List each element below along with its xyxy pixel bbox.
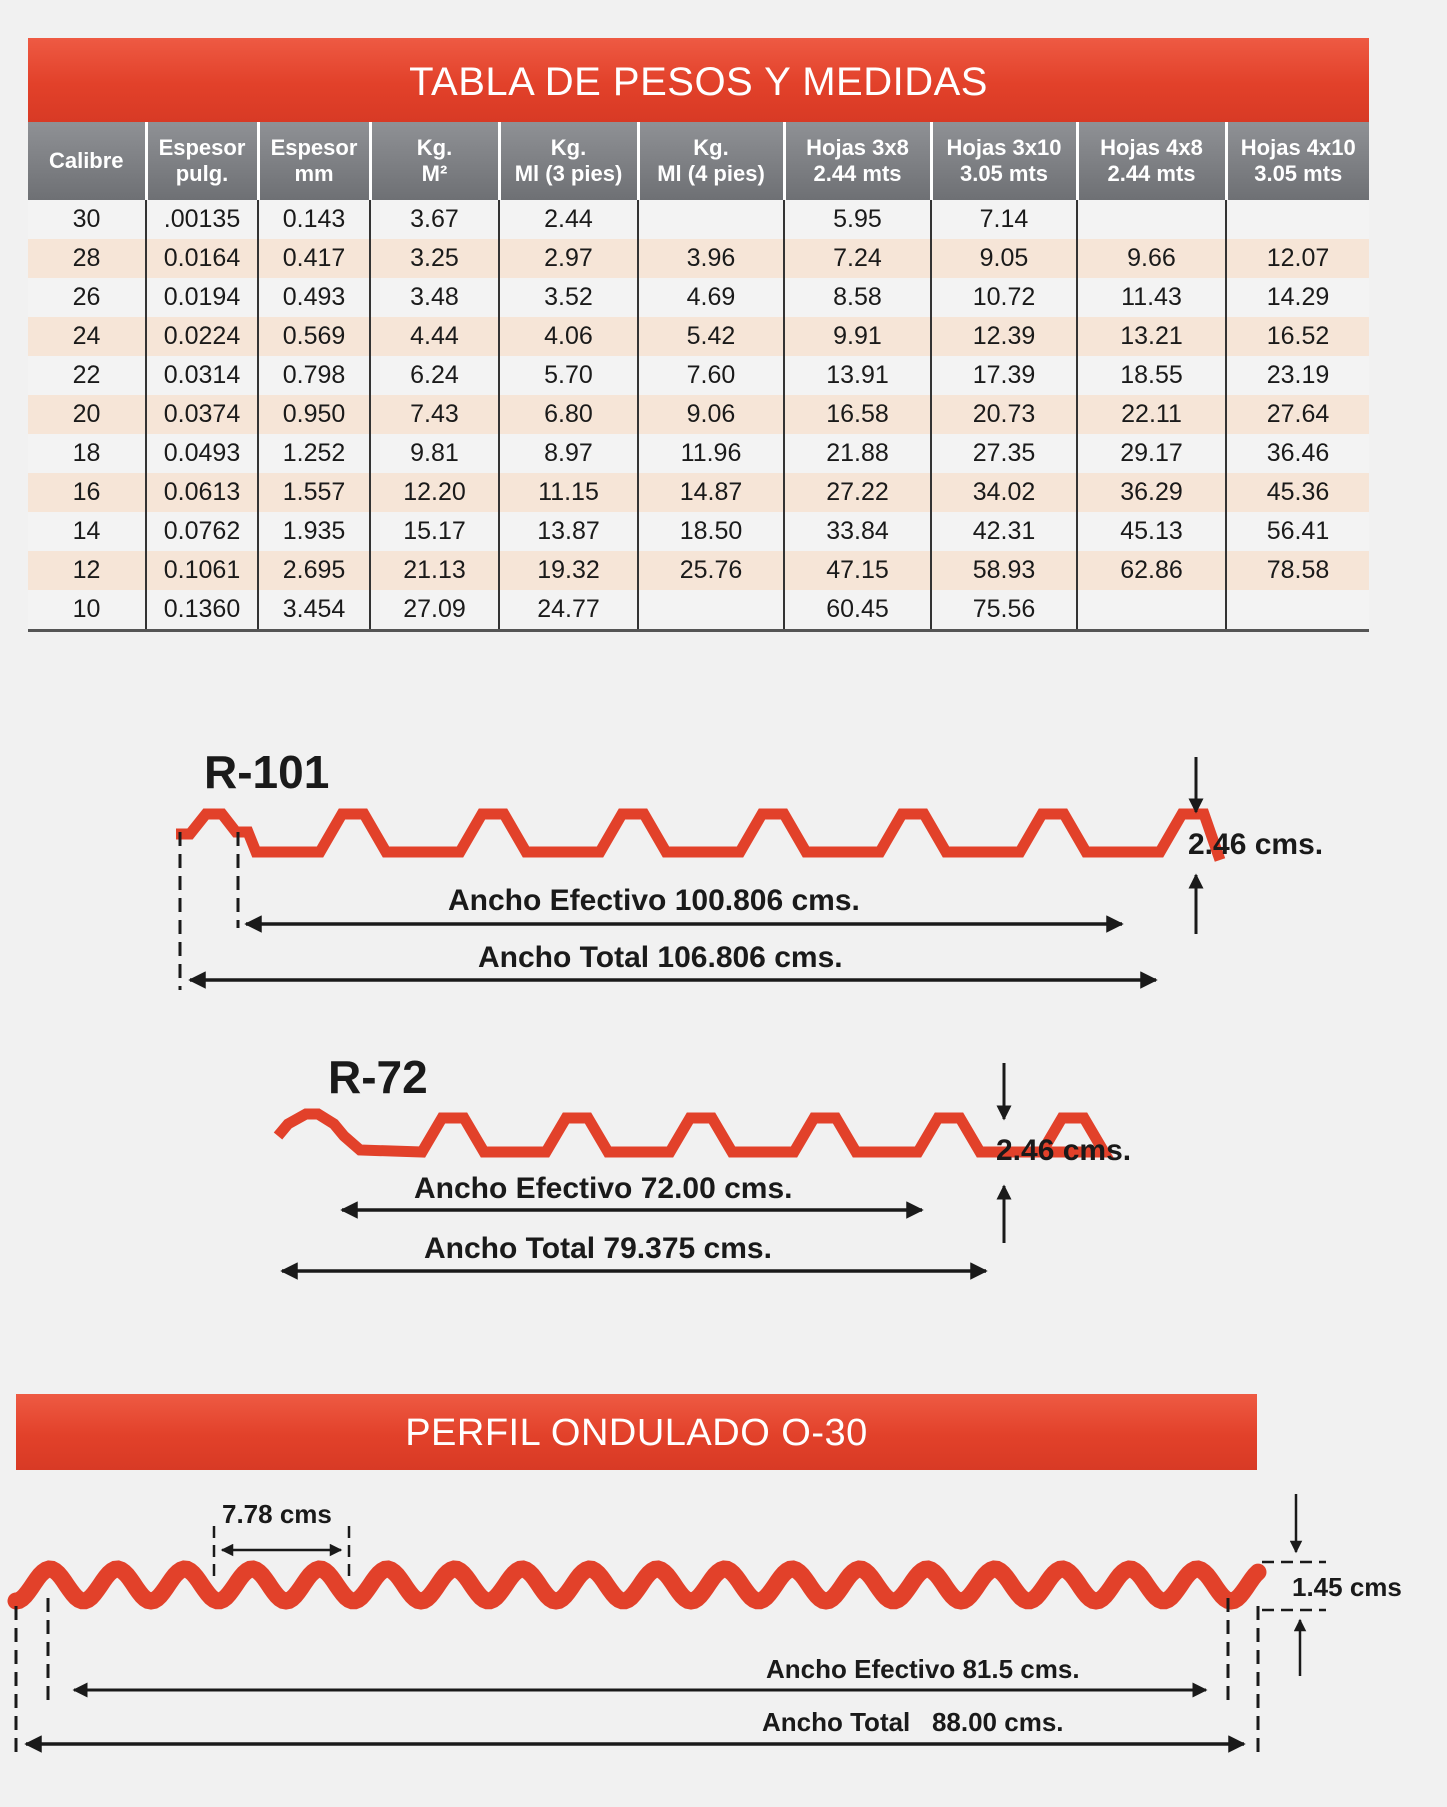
table-cell: 1.557 — [258, 473, 370, 512]
table-cell: 2.97 — [499, 239, 638, 278]
table-cell: 0.1360 — [146, 590, 258, 631]
column-header: Hojas 3x10 3.05 mts — [931, 122, 1077, 200]
table-cell: 15.17 — [370, 512, 499, 551]
table-cell: 9.05 — [931, 239, 1077, 278]
table-cell: 20.73 — [931, 395, 1077, 434]
o30-title-banner: PERFIL ONDULADO O-30 — [16, 1394, 1257, 1470]
table-cell: 62.86 — [1077, 551, 1226, 590]
table-cell: 9.66 — [1077, 239, 1226, 278]
table-cell: 0.0194 — [146, 278, 258, 317]
table-cell: 13.87 — [499, 512, 638, 551]
table-cell: 6.80 — [499, 395, 638, 434]
r72-height-label: 2.46 cms. — [996, 1134, 1132, 1167]
table-cell: 6.24 — [370, 356, 499, 395]
table-cell: 11.15 — [499, 473, 638, 512]
r72-profile-shape — [278, 1114, 1104, 1152]
r101-height-label: 2.46 cms. — [1188, 828, 1324, 861]
table-cell: 26 — [28, 278, 146, 317]
table-cell: 45.13 — [1077, 512, 1226, 551]
table-cell: 58.93 — [931, 551, 1077, 590]
table-cell: 21.88 — [784, 434, 931, 473]
o30-effective-width-label: Ancho Efectivo 81.5 cms. — [766, 1654, 1080, 1684]
table-cell: 7.14 — [931, 200, 1077, 239]
table-cell: 29.17 — [1077, 434, 1226, 473]
table-cell: 27.09 — [370, 590, 499, 631]
table-cell: 13.21 — [1077, 317, 1226, 356]
table-cell: 0.0374 — [146, 395, 258, 434]
table-cell: 22.11 — [1077, 395, 1226, 434]
table-cell: 13.91 — [784, 356, 931, 395]
table-cell: 45.36 — [1226, 473, 1369, 512]
column-header: Espesor pulg. — [146, 122, 258, 200]
table-cell: 0.569 — [258, 317, 370, 356]
table-cell: 24.77 — [499, 590, 638, 631]
table-cell: 20 — [28, 395, 146, 434]
table-cell: 19.32 — [499, 551, 638, 590]
o30-total-width-label: Ancho Total 88.00 cms. — [762, 1707, 1064, 1737]
table-cell: 2.44 — [499, 200, 638, 239]
column-header: Calibre — [28, 122, 146, 200]
table-cell: 75.56 — [931, 590, 1077, 631]
table-cell: 3.25 — [370, 239, 499, 278]
table-cell: 0.417 — [258, 239, 370, 278]
table-cell: 25.76 — [638, 551, 784, 590]
table-cell: 7.43 — [370, 395, 499, 434]
table-cell: 4.44 — [370, 317, 499, 356]
table-cell: 0.950 — [258, 395, 370, 434]
table-cell: 5.95 — [784, 200, 931, 239]
table-cell: 22 — [28, 356, 146, 395]
table-cell: 21.13 — [370, 551, 499, 590]
table-cell: 36.46 — [1226, 434, 1369, 473]
table-cell: 0.0762 — [146, 512, 258, 551]
table-cell: 10 — [28, 590, 146, 631]
table-cell: 0.143 — [258, 200, 370, 239]
table-cell: 14 — [28, 512, 146, 551]
column-header: Kg. Ml (4 pies) — [638, 122, 784, 200]
table-cell: 34.02 — [931, 473, 1077, 512]
table-cell: 3.48 — [370, 278, 499, 317]
column-header: Kg. Ml (3 pies) — [499, 122, 638, 200]
table-cell: 11.96 — [638, 434, 784, 473]
table-cell: 1.252 — [258, 434, 370, 473]
table-cell: 8.58 — [784, 278, 931, 317]
table-cell: 30 — [28, 200, 146, 239]
table-cell: 42.31 — [931, 512, 1077, 551]
table-cell: 7.24 — [784, 239, 931, 278]
table-cell: 78.58 — [1226, 551, 1369, 590]
table-cell: 2.695 — [258, 551, 370, 590]
table-cell: 1.935 — [258, 512, 370, 551]
table-cell: 0.0164 — [146, 239, 258, 278]
table-title-banner: TABLA DE PESOS Y MEDIDAS — [28, 38, 1369, 122]
table-cell: 60.45 — [784, 590, 931, 631]
table-cell: 7.60 — [638, 356, 784, 395]
o30-height-label: 1.45 cms — [1292, 1572, 1402, 1602]
table-cell: 16.58 — [784, 395, 931, 434]
table-cell: 12.39 — [931, 317, 1077, 356]
table-cell: 3.96 — [638, 239, 784, 278]
table-cell: 18.50 — [638, 512, 784, 551]
table-cell: 56.41 — [1226, 512, 1369, 551]
table-cell: 4.06 — [499, 317, 638, 356]
table-cell: 0.798 — [258, 356, 370, 395]
table-cell: 9.81 — [370, 434, 499, 473]
table-cell: 9.06 — [638, 395, 784, 434]
table-cell: 0.1061 — [146, 551, 258, 590]
column-header: Kg. M² — [370, 122, 499, 200]
table-cell: 27.64 — [1226, 395, 1369, 434]
o30-pitch-label: 7.78 cms — [222, 1499, 332, 1529]
column-header: Espesor mm — [258, 122, 370, 200]
table-cell: 27.35 — [931, 434, 1077, 473]
r101-total-width-label: Ancho Total 106.806 cms. — [478, 941, 843, 974]
table-cell: 14.87 — [638, 473, 784, 512]
table-cell: 11.43 — [1077, 278, 1226, 317]
table-cell: 5.42 — [638, 317, 784, 356]
table-cell: .00135 — [146, 200, 258, 239]
table-cell: 10.72 — [931, 278, 1077, 317]
column-header: Hojas 3x8 2.44 mts — [784, 122, 931, 200]
table-cell: 0.0613 — [146, 473, 258, 512]
table-cell: 3.454 — [258, 590, 370, 631]
table-cell: 9.91 — [784, 317, 931, 356]
table-cell: 36.29 — [1077, 473, 1226, 512]
table-cell: 8.97 — [499, 434, 638, 473]
table-cell: 14.29 — [1226, 278, 1369, 317]
table-cell: 12 — [28, 551, 146, 590]
table-cell: 27.22 — [784, 473, 931, 512]
table-cell: 24 — [28, 317, 146, 356]
r101-title: R-101 — [204, 746, 330, 798]
column-header: Hojas 4x10 3.05 mts — [1226, 122, 1369, 200]
table-cell: 3.67 — [370, 200, 499, 239]
table-cell: 18.55 — [1077, 356, 1226, 395]
r72-effective-width-label: Ancho Efectivo 72.00 cms. — [414, 1172, 793, 1205]
table-cell: 4.69 — [638, 278, 784, 317]
table-cell: 23.19 — [1226, 356, 1369, 395]
r101-profile-shape — [176, 814, 1220, 860]
table-cell: 18 — [28, 434, 146, 473]
table-cell: 16 — [28, 473, 146, 512]
table-cell: 33.84 — [784, 512, 931, 551]
table-cell: 3.52 — [499, 278, 638, 317]
table-cell: 28 — [28, 239, 146, 278]
table-cell: 16.52 — [1226, 317, 1369, 356]
o30-profile-shape — [16, 1569, 1258, 1601]
table-cell: 17.39 — [931, 356, 1077, 395]
table-cell: 47.15 — [784, 551, 931, 590]
table-cell: 0.0224 — [146, 317, 258, 356]
r72-title: R-72 — [328, 1051, 428, 1103]
r72-total-width-label: Ancho Total 79.375 cms. — [424, 1232, 772, 1265]
table-cell: 12.20 — [370, 473, 499, 512]
table-cell: 0.0314 — [146, 356, 258, 395]
r101-effective-width-label: Ancho Efectivo 100.806 cms. — [448, 884, 860, 917]
table-cell: 12.07 — [1226, 239, 1369, 278]
table-cell: 5.70 — [499, 356, 638, 395]
table-cell: 0.493 — [258, 278, 370, 317]
table-cell: 0.0493 — [146, 434, 258, 473]
column-header: Hojas 4x8 2.44 mts — [1077, 122, 1226, 200]
